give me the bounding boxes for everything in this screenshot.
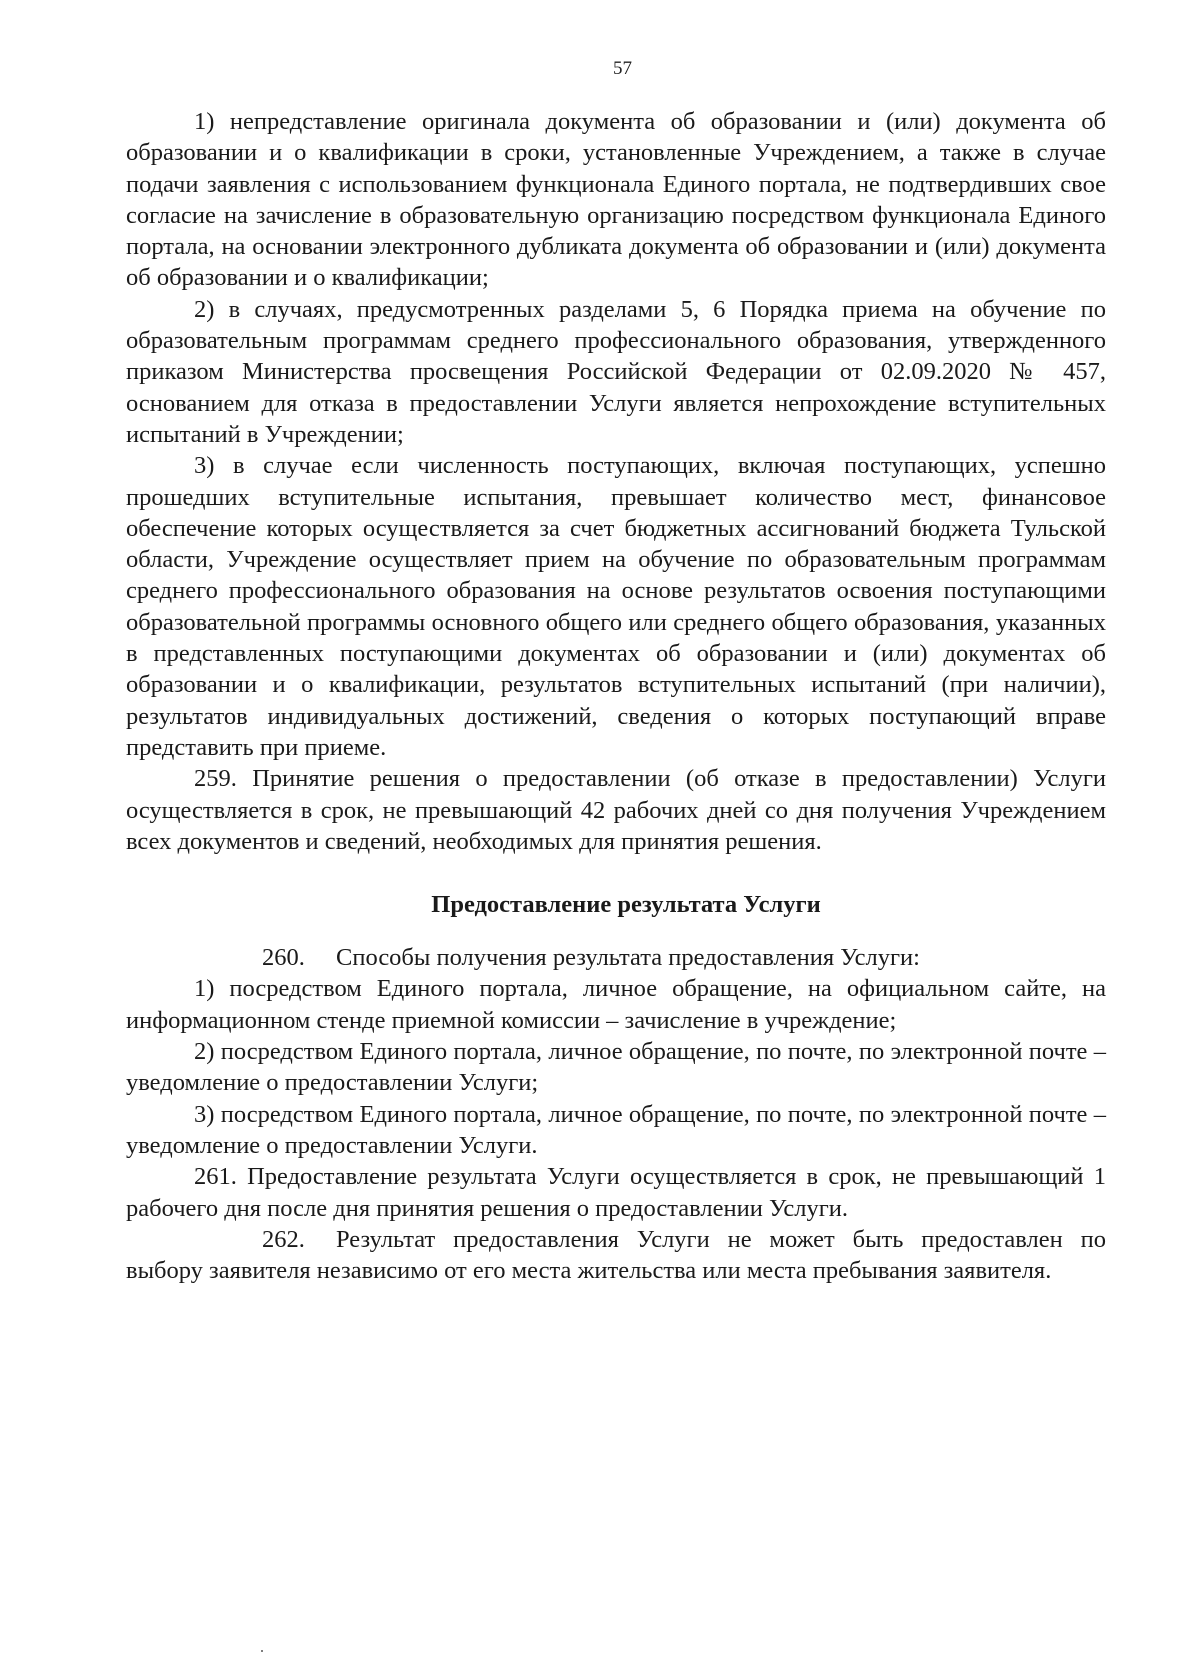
document-body (126, 106, 1106, 1286)
paragraph-262-text: Результат предоставления Услуги не может быть предоставлен по выбору заявителя независимо от его места жительства или места пребывания заявителя. (126, 1225, 1106, 1285)
paragraph-260-number: 260. (262, 944, 305, 972)
paragraph-260 (126, 942, 1106, 973)
paragraph-refusal-3: 3) в случае если численность поступающих, включая поступающих, успешно прошедших вступительные испытания, превышает количество мест, финансовое обеспечение которых осуществляется за счет бюджетных ассигнований бюджета Тульской области, Учреждение осуществляет прием на обучение по образовательным программам среднего профессионального образования на основе результатов освоения поступающими образовательной программы основного общего или среднего общего образования, указанных в представленных поступающими документах об образовании и (или) документах об образовании и о квалификации, результатов вступительных испытаний (при наличии), результатов индивидуальных достижений, сведения о которых поступающий вправе представить при приеме. (126, 452, 1106, 761)
paragraph-262-number: 262. (262, 1225, 305, 1253)
paragraph-262 (126, 1224, 1106, 1287)
paragraph-result-way-3: 3) посредством Единого портала, личное обращение, по почте, по электронной почте – уведомление о предоставлении Услуги. (126, 1100, 1106, 1159)
scan-speck (261, 1650, 263, 1652)
section-heading: Предоставление результата Услуги (431, 891, 821, 919)
paragraph-259: 259. Принятие решения о предоставлении (об отказе в предоставлении) Услуги осуществляется в срок, не превышающий 42 рабочих дней со дня получения Учреждением всех документов и сведений, необходимых для принятия решения. (126, 765, 1106, 855)
paragraph-result-way-1: 1) посредством Единого портала, личное обращение, на официальном сайте, на информационном стенде приемной комиссии – зачисление в учреждение; (126, 975, 1106, 1034)
paragraph-261: 261. Предоставление результата Услуги осуществляется в срок, не превышающий 1 рабочего дня после дня принятия решения о предоставлении Услуги. (126, 1163, 1106, 1222)
paragraph-260-text: Способы получения результата предоставления Услуги: (336, 944, 920, 972)
paragraph-refusal-2: 2) в случаях, предусмотренных разделами 5, 6 Порядка приема на обучение по образовательным программам среднего профессионального образования, утвержденного приказом Министерства просвещения Российской Федерации от 02.09.2020 № 457, основанием для отказа в предоставлении Услуги является непрохождение вступительных испытаний в Учреждении; (126, 295, 1106, 448)
paragraph-result-way-2: 2) посредством Единого портала, личное обращение, по почте, по электронной почте – уведомление о предоставлении Услуги; (126, 1038, 1106, 1097)
page-number: 57 (613, 58, 632, 79)
paragraph-refusal-1: 1) непредставление оригинала документа об образовании и (или) документа об образовании и о квалификации в сроки, установленные Учреждением, а также в случае подачи заявления с использованием функционала Единого портала, не подтвердивших свое согласие на зачисление в образовательную организацию посредством функционала Единого портала, на основании электронного дубликата документа об образовании и (или) документа об образовании и о квалификации; (126, 108, 1106, 292)
